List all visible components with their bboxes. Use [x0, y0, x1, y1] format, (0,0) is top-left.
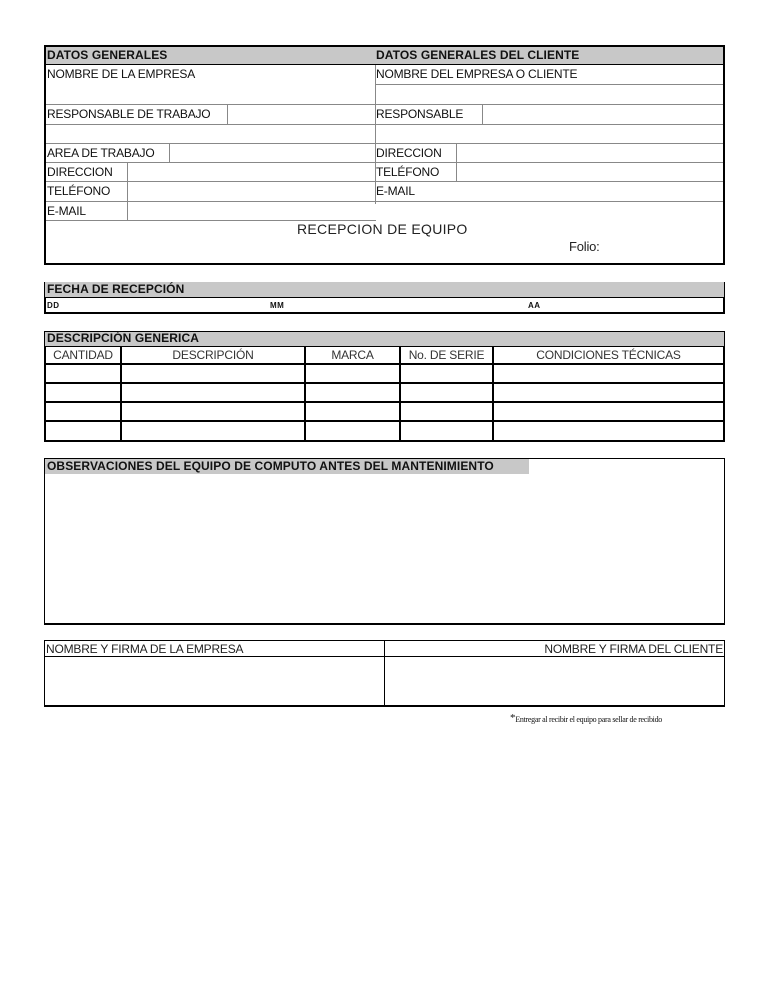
label-responsable-cliente: RESPONSABLE [376, 107, 464, 121]
col-marca: MARCA [331, 348, 374, 362]
datos-divider [375, 64, 376, 204]
desc-row-line [45, 401, 724, 403]
desc-row-line [45, 382, 724, 384]
descripcion-header: DESCRIPCIÓN GENERICA [47, 331, 200, 345]
label-responsable-trabajo: RESPONSABLE DE TRABAJO [47, 107, 211, 121]
fecha-mm: MM [270, 301, 285, 310]
recepcion-equipo-title: RECEPCION DE EQUIPO [297, 221, 468, 237]
label-nombre-cliente: NOMBRE DEL EMPRESA O CLIENTE [376, 67, 578, 81]
footnote [510, 711, 662, 727]
cell-sep [227, 104, 228, 124]
label-nombre-empresa: NOMBRE DE LA EMPRESA [47, 67, 196, 81]
cell-sep [456, 143, 457, 181]
datos-cliente-header: DATOS GENERALES DEL CLIENTE [376, 48, 580, 62]
footnote-text: Entregar al recibir el equipo para sellar de recibido [515, 715, 662, 724]
line [46, 201, 723, 202]
line [46, 181, 723, 182]
line [46, 143, 723, 144]
desc-row-line [45, 346, 724, 347]
desc-row-line [45, 420, 724, 422]
folio-label: Folio: [569, 239, 600, 254]
label-email-cliente: E-MAIL [376, 184, 415, 198]
observaciones-box [44, 458, 725, 625]
label-direccion-cliente: DIRECCION [376, 146, 442, 160]
col-cantidad: CANTIDAD [53, 348, 113, 362]
observaciones-header: OBSERVACIONES DEL EQUIPO DE COMPUTO ANTES DEL MANTENIMIENTO [47, 459, 494, 473]
cell-sep [482, 104, 483, 124]
fecha-dd: DD [47, 301, 60, 310]
label-area-trabajo: AREA DE TRABAJO [47, 146, 155, 160]
label-email: E-MAIL [47, 204, 86, 218]
col-no-serie: No. DE SERIE [408, 348, 485, 362]
desc-row-line [45, 363, 724, 365]
col-descripcion: DESCRIPCIÓN [172, 348, 254, 362]
footnote-asterisk: * [510, 712, 516, 724]
line [46, 162, 723, 163]
cell-sep [169, 143, 170, 162]
cell-sep [127, 162, 128, 220]
label-direccion: DIRECCION [47, 165, 113, 179]
line [376, 84, 723, 85]
fecha-header: FECHA DE RECEPCIÓN [47, 282, 185, 296]
line [46, 124, 723, 125]
fecha-aa: AA [528, 301, 541, 310]
line [46, 104, 723, 105]
datos-generales-header: DATOS GENERALES [47, 48, 168, 62]
line [45, 297, 724, 298]
firma-cliente-label: NOMBRE Y FIRMA DEL CLIENTE [544, 642, 723, 656]
col-condiciones: CONDICIONES TÉCNICAS [536, 348, 681, 362]
line [46, 64, 723, 65]
firmas-divider [384, 641, 385, 705]
label-telefono: TELÉFONO [47, 184, 111, 198]
firma-empresa-label: NOMBRE Y FIRMA DE LA EMPRESA [46, 642, 244, 656]
label-telefono-cliente: TELÉFONO [376, 165, 440, 179]
